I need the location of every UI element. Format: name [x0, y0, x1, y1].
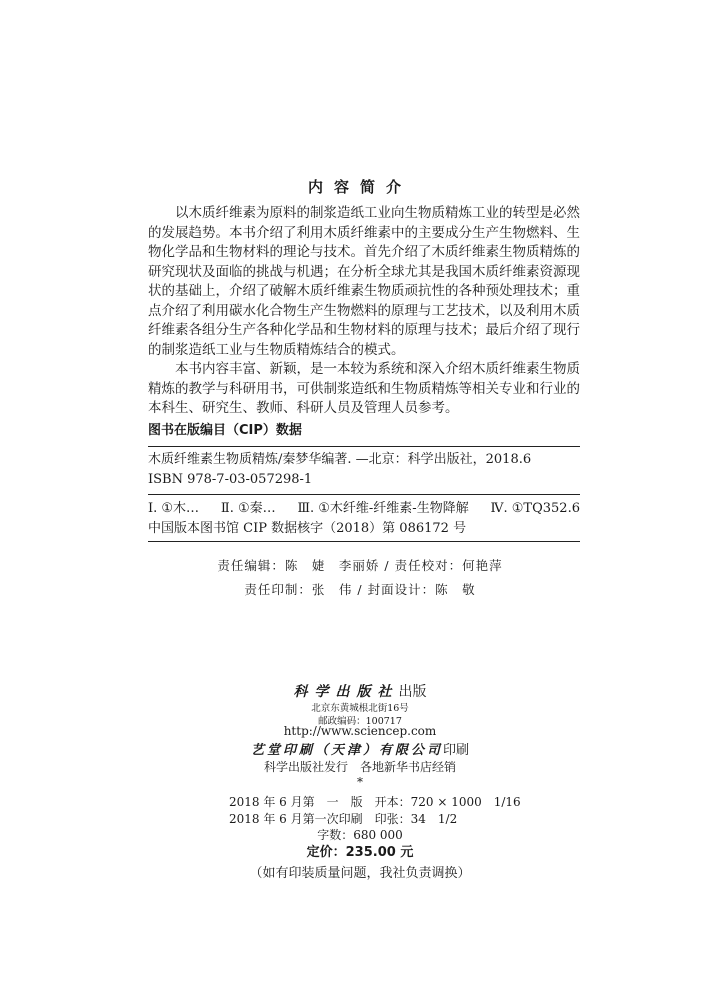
publisher-zip: 邮政编码：100717 — [318, 716, 402, 727]
printer-suffix: 印刷 — [443, 743, 470, 758]
staff-editors: 责任编辑：陈 婕 李丽娇 / 责任校对：何艳萍 — [217, 558, 503, 573]
quality-note: （如有印装质量问题，我社负责调换） — [249, 866, 471, 881]
summary-abstract — [148, 204, 580, 419]
printer-name: 艺堂印刷（天津）有限公司 — [250, 743, 443, 758]
cip-class-3: Ⅲ. ①木纤维-纤维素-生物降解 — [297, 501, 469, 516]
summary-paragraph-1: 以木质纤维素为原料的制浆造纸工业向生物质精炼工业的转型是必然的发展趋势。本书介绍了利用木质纤维素中的主要成分生产生物燃料、生物化学品和生物材料的理论与技术。首先介绍了木质纤维素生物质精炼的研究现状及面临的挑战与机遇；在分析全球尤其是我国木质纤维素资源现状的基础上，介绍了破解木质纤维素生物质顽抗性的各种预处理技术；重点介绍了利用碳水化合物生产生物燃料的原理与工艺技术，以及利用木质纤维素各组分生产各种化学品和生物材料的原理与技术；最后介绍了现行的制浆造纸工业与生物质精炼结合的模式。 — [148, 205, 580, 358]
cip-title-line: 木质纤维素生物质精炼/秦梦华编著. —北京：科学出版社，2018.6 — [148, 452, 532, 467]
publisher-url: http://www.sciencep.com — [283, 724, 437, 738]
printer-line — [0, 739, 720, 758]
cip-classification-line — [148, 499, 580, 519]
cip-record-line: 中国版本图书馆 CIP 数据核字（2018）第 086172 号 — [148, 519, 580, 542]
printing-line: 2018 年 6 月第一次印刷 印张：34 1/2 — [229, 812, 458, 826]
summary-title: 内容简介 — [307, 178, 412, 196]
cip-class-2: Ⅱ. ①秦… — [220, 501, 276, 516]
distribution-line: 科学出版社发行 各地新华书店经销 — [263, 760, 456, 774]
price: 定价：235.00 元 — [306, 845, 414, 860]
cip-separator — [148, 494, 580, 495]
publisher-line — [0, 681, 720, 701]
cip-isbn-line: ISBN 978-7-03-057298-1 — [148, 472, 313, 487]
word-count: 字数：680 000 — [317, 828, 403, 842]
cip-heading: 图书在版编目（CIP）数据 — [148, 420, 580, 447]
publisher-name: 科学出版社 — [293, 684, 399, 700]
summary-paragraph-2: 本书内容丰富、新颖，是一本较为系统和深入介绍木质纤维素生物质精炼的教学与科研用书，可供制浆造纸和生物质精炼等相关专业和行业的本科生、研究生、教师、科研人员及管理人员参考。 — [148, 361, 580, 416]
staff-production: 责任印制：张 伟 / 封面设计：陈 敬 — [244, 582, 476, 597]
separator-star: * — [357, 775, 363, 789]
edition-line: 2018 年 6 月第 一 版 开本：720 × 1000 1/16 — [229, 795, 521, 809]
cip-data-block — [148, 420, 580, 542]
publisher-suffix: 出版 — [398, 684, 427, 700]
publisher-address: 北京东黄城根北街16号 — [311, 703, 409, 714]
cip-class-1: Ⅰ. ①木… — [148, 501, 200, 516]
cip-class-4: Ⅳ. ①TQ352.6 — [490, 501, 580, 516]
